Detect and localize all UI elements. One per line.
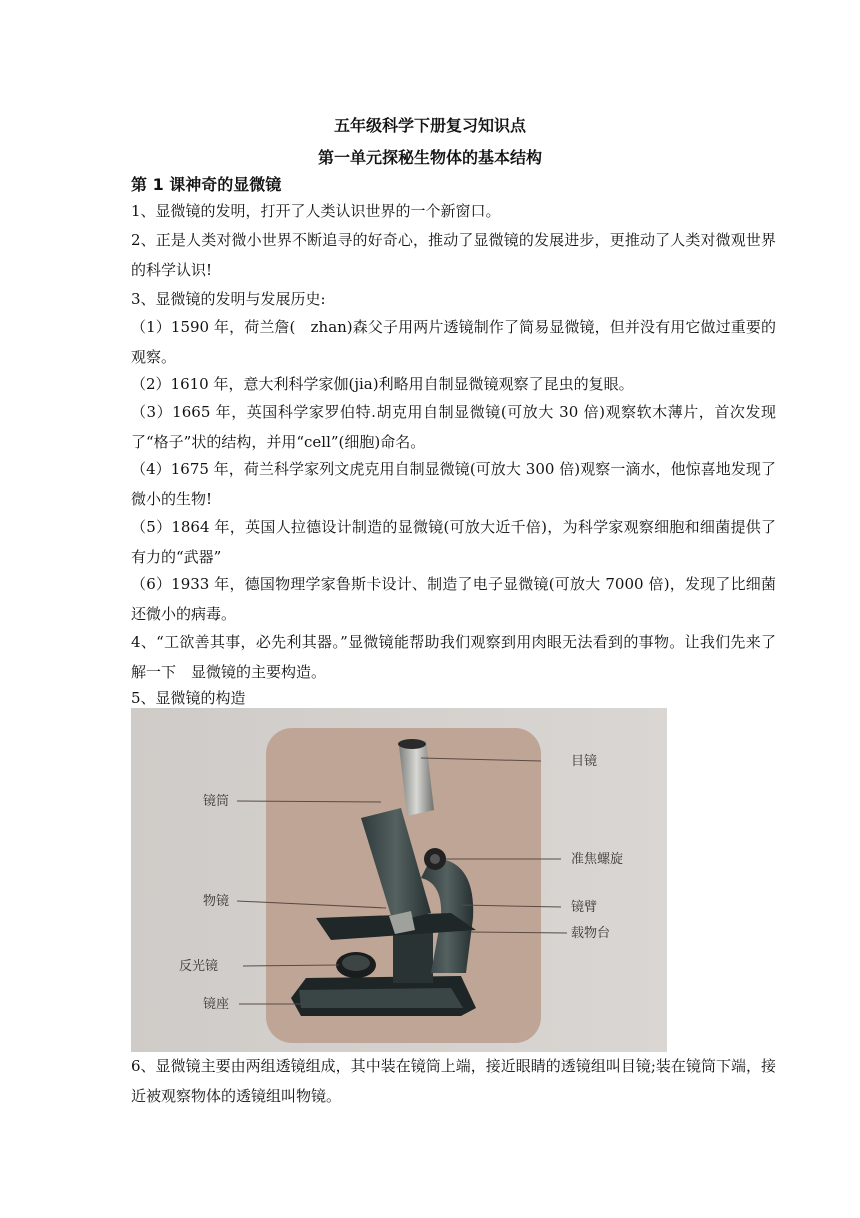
label-mirror: 反光镜 <box>179 959 219 974</box>
label-tube: 镜筒 <box>203 794 230 809</box>
history-item-3: （3）1665 年，英国科学家罗伯特.胡克用自制显微镜(可放大 30 倍)观察软木薄片，首次发现了“格子”状的结构，并用“cell”(细胞)命名。 <box>131 403 776 451</box>
paragraph-3: 3、显微镜的发明与发展历史: <box>131 290 326 308</box>
document-title: 五年级科学下册复习知识点 <box>333 116 526 135</box>
paragraph-4: 4、“工欲善其事，必先利其器。”显微镜能帮助我们观察到用肉眼无法看到的事物。让我们先来了解一下 显微镜的主要构造。 <box>131 633 776 681</box>
paragraph-6: 6、显微镜主要由两组透镜组成，其中装在镜筒上端，接近眼睛的透镜组叫目镜;装在镜筒下端，接近被观察物体的透镜组叫物镜。 <box>131 1057 776 1105</box>
history-item-2: （2）1610 年，意大利科学家伽(jia)利略用自制显微镜观察了昆虫的复眼。 <box>131 375 634 393</box>
microscope-diagram <box>131 708 667 1052</box>
label-arm: 镜臂 <box>571 900 598 915</box>
paragraph-2: 2、正是人类对微小世界不断追寻的好奇心，推动了显微镜的发展进步，更推动了人类对微观世界的科学认识! <box>131 231 776 279</box>
label-base: 镜座 <box>203 997 230 1012</box>
label-eyepiece: 目镜 <box>571 754 598 769</box>
history-item-1: （1）1590 年，荷兰詹( zhan)森父子用两片透镜制作了简易显微镜，但并没有用它做过重要的观察。 <box>131 318 776 366</box>
microscope-figure <box>131 708 667 1052</box>
paragraph-5: 5、显微镜的构造 <box>131 689 246 707</box>
label-stage: 载物台 <box>571 926 611 941</box>
history-item-6: （6）1933 年，德国物理学家鲁斯卡设计、制造了电子显微镜(可放大 7000 倍)，发现了比细菌还微小的病毒。 <box>131 575 776 623</box>
unit-title: 第一单元探秘生物体的基本结构 <box>317 148 542 167</box>
label-objective: 物镜 <box>203 894 230 909</box>
lesson-title: 第 1 课神奇的显微镜 <box>131 175 282 194</box>
label-focus-knob: 准焦螺旋 <box>571 852 624 867</box>
history-item-4: （4）1675 年，荷兰科学家列文虎克用自制显微镜(可放大 300 倍)观察一滴水，他惊喜地发现了微小的生物! <box>131 460 776 508</box>
paragraph-1: 1、显微镜的发明，打开了人类认识世界的一个新窗口。 <box>131 202 501 220</box>
history-item-5: （5）1864 年，英国人拉德设计制造的显微镜(可放大近千倍)，为科学家观察细胞和细菌提供了有力的“武器” <box>131 518 776 566</box>
